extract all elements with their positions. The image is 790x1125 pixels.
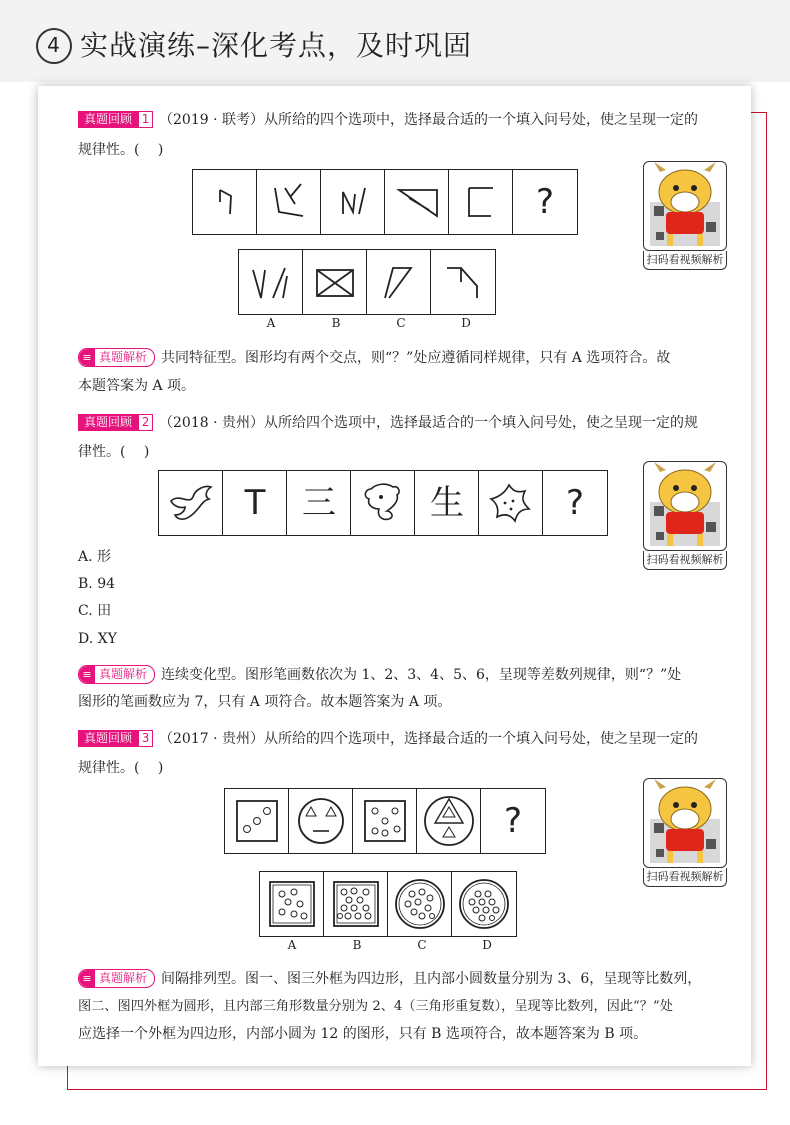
figure-cell <box>385 170 449 234</box>
question-2-line2: 律性。( ) <box>78 444 150 460</box>
exercise-card <box>38 86 751 1066</box>
circle-circles-figure <box>452 872 516 936</box>
option-c-figure[interactable] <box>367 250 431 314</box>
star-figure <box>479 471 543 535</box>
question-1-options <box>238 249 496 315</box>
option-b[interactable]: B. 94 <box>78 576 116 592</box>
analysis-2-line1 <box>78 663 681 687</box>
figure-cell <box>353 789 417 853</box>
line-figure <box>257 170 321 234</box>
figure-cell <box>159 471 223 535</box>
analysis-1-line2: 本题答案为 A 项。 <box>78 378 196 394</box>
question-mark: ? <box>535 182 555 222</box>
analysis-3-line2: 图二、图四外框为圆形，且内部三角形数量分别为 2、4（三角形重复数），呈现等比数列，因此“？”处 <box>78 999 673 1014</box>
option-label: A <box>266 316 276 330</box>
option-d[interactable]: D. XY <box>78 631 117 647</box>
figure-cell <box>415 471 479 535</box>
question-number: 2 <box>138 414 153 431</box>
question-1-line2: 规律性。( ) <box>78 142 164 158</box>
question-number: 3 <box>138 730 153 747</box>
character-glyph: T <box>244 483 266 523</box>
mascot-qr-code[interactable] <box>643 461 727 551</box>
option-a-figure[interactable] <box>260 872 324 936</box>
question-cell <box>543 471 607 535</box>
analysis-3-line3: 应选择一个外框为四边形，内部小圆为 12 的图形，只有 B 选项符合，故本题答案为 B 项。 <box>78 1026 648 1042</box>
option-a-figure[interactable] <box>239 250 303 314</box>
cow-mascot-icon <box>644 779 726 867</box>
circle-circles-figure <box>388 872 452 936</box>
character-glyph: 三 <box>302 483 336 523</box>
option-c[interactable]: C. 田 <box>78 603 112 619</box>
question-3-options <box>259 871 517 937</box>
line-figure <box>449 170 513 234</box>
option-d-figure[interactable] <box>452 872 516 936</box>
analysis-1-line1 <box>78 346 670 370</box>
option-label: C <box>396 316 406 330</box>
figure-cell <box>287 471 351 535</box>
option-c-figure[interactable] <box>388 872 452 936</box>
qr-caption: 扫码看视频解析 <box>643 251 727 270</box>
figure-cell <box>417 789 481 853</box>
figure-cell <box>321 170 385 234</box>
document-icon: ≡ <box>79 349 95 366</box>
section-number: 4 <box>36 28 72 64</box>
question-1-sequence <box>192 169 578 235</box>
question-3-sequence <box>224 788 546 854</box>
circle-triangles-figure <box>289 789 353 853</box>
figure-cell <box>351 471 415 535</box>
figure-cell <box>289 789 353 853</box>
question-cell <box>481 789 545 853</box>
koala-figure <box>351 471 415 535</box>
qr-video-widget[interactable] <box>643 161 725 270</box>
figure-cell <box>225 789 289 853</box>
square-circles-figure <box>353 789 417 853</box>
question-2-sequence <box>158 470 608 536</box>
option-b-figure[interactable] <box>303 250 367 314</box>
analysis-text: 共同特征型。图形均有两个交点，则“？”处应遵循同样规律，只有 A 选项符合。故 <box>161 350 671 366</box>
analysis-text: 连续变化型。图形笔画数依次为 1、2、3、4、5、6，呈现等差数列规律，则“？”处 <box>161 667 682 683</box>
question-3-line2: 规律性。( ) <box>78 760 164 776</box>
line-figure <box>193 170 257 234</box>
option-label: D <box>461 316 471 330</box>
question-mark: ? <box>503 801 523 841</box>
question-mark: ? <box>565 483 585 523</box>
figure-cell <box>449 170 513 234</box>
figure-cell <box>223 471 287 535</box>
question-text: （2018 · 贵州）从所给四个选项中，选择最适合的一个填入问号处，使之呈现一定的规 <box>159 415 698 431</box>
qr-video-widget[interactable] <box>643 461 725 570</box>
option-label: B <box>352 938 362 952</box>
review-badge: 真题回顾 <box>78 111 138 128</box>
question-text: （2019 · 联考）从所给的四个选项中，选择最合适的一个填入问号处，使之呈现一定的 <box>159 112 698 128</box>
analysis-badge: ≡ 真题解析 <box>78 665 155 684</box>
square-circles-figure <box>225 789 289 853</box>
option-label: A <box>287 938 297 952</box>
circle-triangles-figure <box>417 789 481 853</box>
figure-cell <box>479 471 543 535</box>
question-number: 1 <box>138 111 153 128</box>
line-figure <box>385 170 449 234</box>
option-b-figure[interactable] <box>324 872 388 936</box>
line-figure <box>321 170 385 234</box>
character-glyph: 生 <box>430 483 464 523</box>
document-icon: ≡ <box>79 666 95 683</box>
qr-caption: 扫码看视频解析 <box>643 551 727 570</box>
qr-caption: 扫码看视频解析 <box>643 868 727 887</box>
option-label: D <box>482 938 492 952</box>
option-label: B <box>331 316 341 330</box>
line-figure <box>239 250 303 314</box>
analysis-badge: ≡ 真题解析 <box>78 348 155 367</box>
option-d-figure[interactable] <box>431 250 495 314</box>
option-a[interactable]: A. 形 <box>78 549 112 565</box>
question-2-line1 <box>78 411 698 435</box>
question-3-line1 <box>78 727 698 751</box>
figure-cell <box>257 170 321 234</box>
option-label: C <box>417 938 427 952</box>
cow-mascot-icon <box>644 162 726 250</box>
mascot-qr-code[interactable] <box>643 161 727 251</box>
question-cell <box>513 170 577 234</box>
square-circles-figure <box>324 872 388 936</box>
cow-mascot-icon <box>644 462 726 550</box>
analysis-badge: ≡ 真题解析 <box>78 969 155 988</box>
question-text: （2017 · 贵州）从所给的四个选项中，选择最合适的一个填入问号处，使之呈现一定的 <box>159 731 698 747</box>
envelope-figure <box>303 250 367 314</box>
document-icon: ≡ <box>79 970 95 987</box>
mascot-qr-code[interactable] <box>643 778 727 868</box>
analysis-3-line1 <box>78 967 701 991</box>
line-figure <box>367 250 431 314</box>
section-title <box>36 24 472 64</box>
bird-figure <box>159 471 223 535</box>
figure-cell <box>193 170 257 234</box>
question-1-line1 <box>78 108 698 132</box>
section-title-text: 实战演练–深化考点，及时巩固 <box>80 29 473 62</box>
review-badge: 真题回顾 <box>78 730 138 747</box>
qr-video-widget[interactable] <box>643 778 725 887</box>
line-figure <box>431 250 495 314</box>
section-header <box>0 0 790 82</box>
analysis-text: 间隔排列型。图一、图三外框为四边形，且内部小圆数量分别为 3、6，呈现等比数列， <box>161 971 702 987</box>
analysis-2-line2: 图形的笔画数应为 7，只有 A 项符合。故本题答案为 A 项。 <box>78 694 452 710</box>
square-circles-figure <box>260 872 324 936</box>
review-badge: 真题回顾 <box>78 414 138 431</box>
